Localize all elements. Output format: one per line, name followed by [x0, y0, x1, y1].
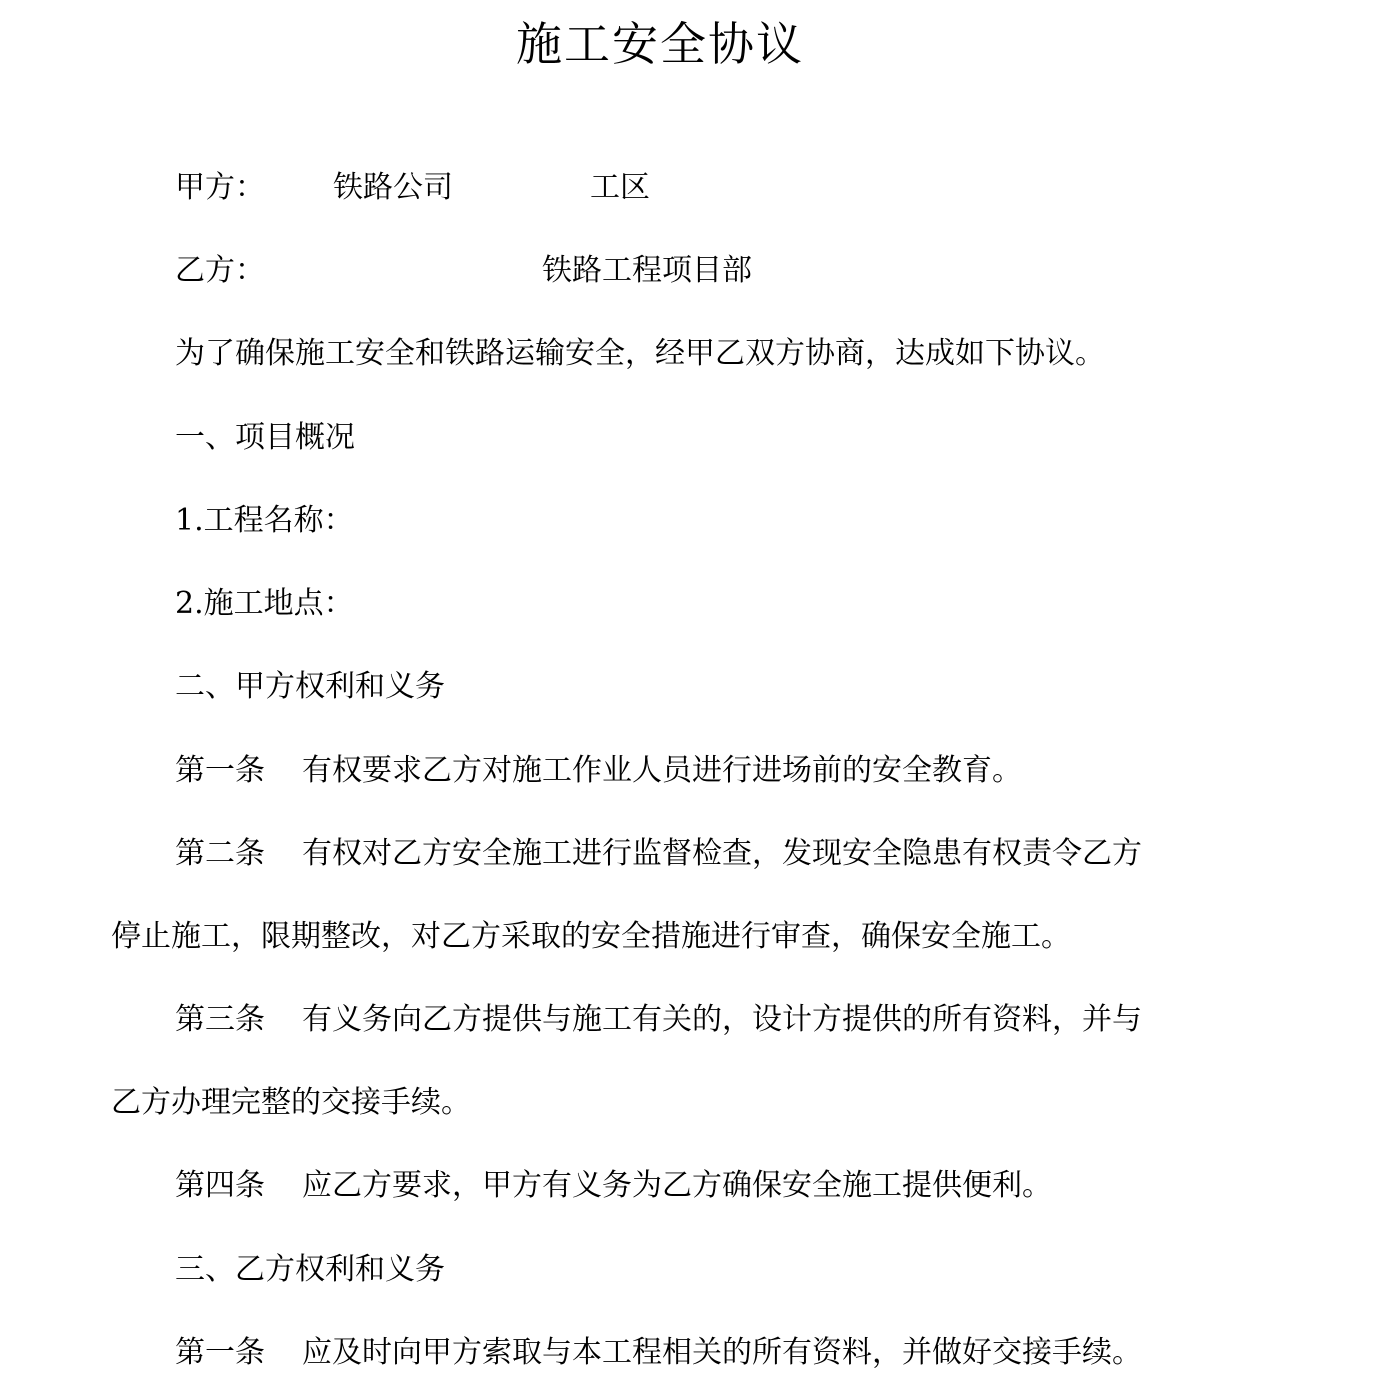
s2-article-2-continued: 停止施工，限期整改，对乙方采取的安全措施进行审查，确保安全施工。	[111, 919, 1071, 954]
article-text: 有权对乙方安全施工进行监督检查，发现安全隐患有权责令乙方	[302, 836, 1142, 871]
party-a-label: 甲方：	[175, 170, 265, 205]
article-number: 第三条	[175, 1002, 265, 1037]
construction-site-item: 2.施工地点：	[175, 586, 354, 621]
s3-article-1	[175, 1333, 1142, 1373]
section-2-heading: 二、甲方权利和义务	[175, 669, 445, 704]
intro-paragraph: 为了确保施工安全和铁路运输安全，经甲乙双方协商，达成如下协议。	[175, 336, 1105, 371]
article-text: 有权要求乙方对施工作业人员进行进场前的安全教育。	[302, 753, 1022, 788]
s2-article-3	[175, 1000, 1142, 1040]
article-number: 第一条	[175, 1335, 265, 1370]
party-b-department: 铁路工程项目部	[542, 253, 752, 288]
article-text: 有义务向乙方提供与施工有关的，设计方提供的所有资料，并与	[302, 1002, 1142, 1037]
section-1-heading: 一、项目概况	[175, 420, 355, 455]
party-a-district: 工区	[590, 170, 650, 205]
party-b-line	[175, 251, 875, 291]
article-text: 应乙方要求，甲方有义务为乙方确保安全施工提供便利。	[302, 1168, 1052, 1203]
article-number: 第二条	[175, 836, 265, 871]
s2-article-3-continued: 乙方办理完整的交接手续。	[111, 1085, 471, 1120]
project-name-item: 1.工程名称：	[175, 503, 354, 538]
section-3-heading: 三、乙方权利和义务	[175, 1252, 445, 1287]
party-a-line	[175, 168, 875, 208]
s2-article-1	[175, 751, 1022, 791]
article-number: 第一条	[175, 753, 265, 788]
article-text: 应及时向甲方索取与本工程相关的所有资料，并做好交接手续。	[302, 1335, 1142, 1370]
s2-article-2	[175, 834, 1142, 874]
document-title: 施工安全协议	[516, 17, 804, 71]
article-number: 第四条	[175, 1168, 265, 1203]
party-b-label: 乙方：	[175, 253, 265, 288]
s2-article-4	[175, 1166, 1052, 1206]
party-a-company: 铁路公司	[333, 170, 453, 205]
